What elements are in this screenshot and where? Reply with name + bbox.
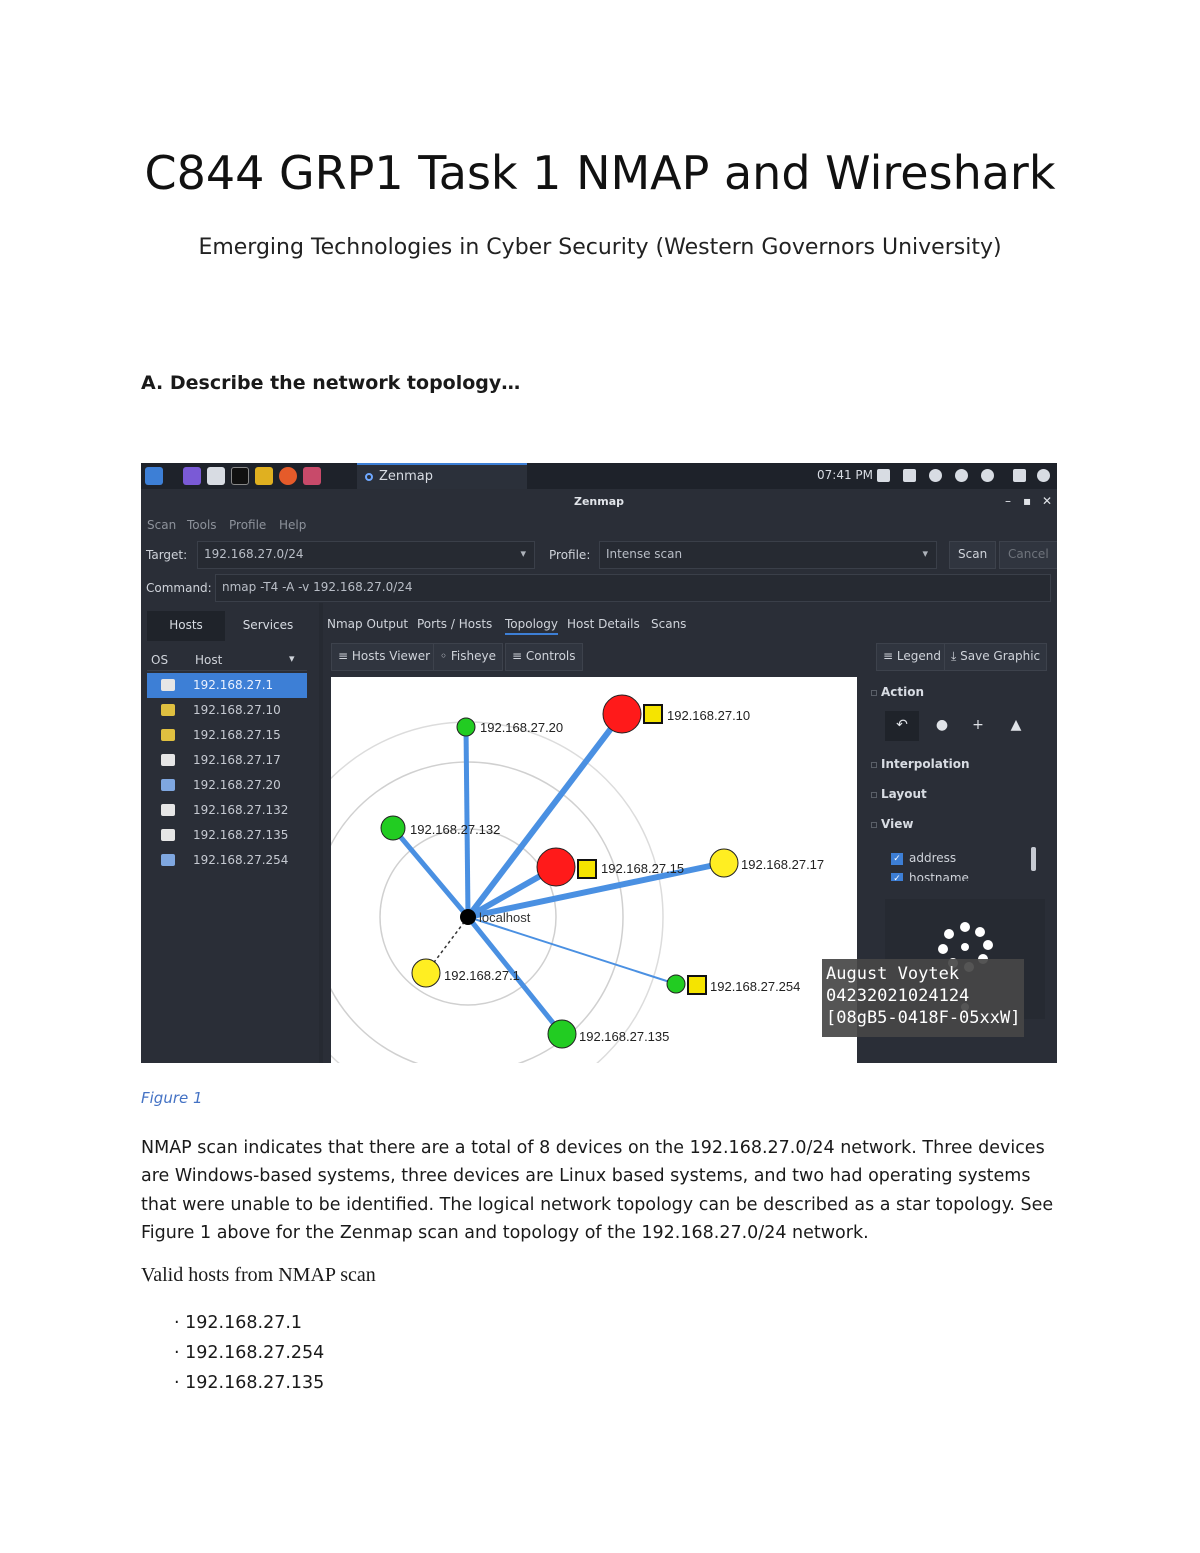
host-ip: 192.168.27.20 [193,778,281,792]
host-row[interactable] [147,723,307,748]
command-value: nmap -T4 -A -v 192.168.27.0/24 [222,580,413,594]
view-address-label: address [909,851,957,865]
topology-toolbar [327,643,1052,673]
host-node[interactable] [537,848,575,886]
watermark-timestamp: 04232021024124 [826,986,970,1006]
host-node-label: 192.168.27.132 [410,822,501,837]
section-view-label: View [881,817,914,831]
host-row[interactable] [147,673,307,698]
valid-hosts-list [174,1310,324,1400]
save-graphic-label: Save Graphic [960,649,1041,663]
list-item: · 192.168.27.254 [174,1340,324,1370]
command-label: Command: [146,581,212,595]
menu-profile[interactable]: Profile [229,518,267,532]
valid-hosts-heading: Valid hosts from NMAP scan [141,1264,376,1286]
body-paragraph: NMAP scan indicates that there are a total of 8 devices on the 192.168.27.0/24 network. Three devices are Windows-based systems, three devices are Linux based systems, and two had operating systems that were unable to be identified. The logical network topology can be described as a star topology. See Figure 1 above for the Zenmap scan and topology of the 192.168.27.0/24 network. [141,1138,1054,1243]
host-row[interactable] [147,798,307,823]
host-node[interactable] [457,718,475,736]
window-title: Zenmap [573,495,625,508]
taskbar-task-label: Zenmap [379,469,434,484]
start-menu-icon[interactable] [145,467,163,485]
action-buttons [885,711,1045,741]
host-ip: 192.168.27.1 [193,678,274,692]
info-icon[interactable]: ● [935,717,949,733]
document-title: C844 GRP1 Task 1 NMAP and Wireshark [144,146,1056,200]
change-focus-icon[interactable]: ↶ [885,711,919,741]
host-list-header [147,649,307,671]
tab-scans[interactable]: Scans [651,617,687,631]
editor-icon[interactable] [255,467,273,485]
legend-label: Legend [896,649,941,663]
command-field[interactable] [215,574,1051,602]
hosts-services-tabs [147,611,311,641]
host-node-label: 192.168.27.1 [444,968,520,983]
section-heading: A. Describe the network topology… [141,372,521,394]
zenmap-launcher-icon[interactable] [303,467,321,485]
fill-icon[interactable]: ▲ [1010,717,1022,733]
file-manager-icon[interactable] [207,467,225,485]
checkmark-icon: ✓ [891,873,903,882]
battery-icon[interactable] [903,469,916,482]
linux-os-icon [161,754,175,766]
host-row[interactable] [147,698,307,723]
host-row[interactable] [147,823,307,848]
watermark-name: August Voytek [826,964,960,984]
section-layout[interactable] [871,787,927,801]
tab-hosts[interactable]: Hosts [147,611,225,641]
localhost-node[interactable] [460,909,476,925]
host-node[interactable] [710,849,738,877]
network-icon[interactable] [877,469,890,482]
taskbar-zenmap-task[interactable] [357,463,527,489]
firefox-icon[interactable] [279,467,297,485]
cancel-button[interactable]: Cancel [999,541,1057,569]
tab-nmap-output[interactable]: Nmap Output [327,617,409,631]
result-tabs [327,613,867,639]
view-hostname-checkbox[interactable] [891,871,969,881]
checkmark-icon: ✓ [891,853,903,865]
tab-ports-hosts[interactable]: Ports / Hosts [417,617,493,631]
topology-canvas[interactable] [331,677,857,1063]
taskbar-clock: 07:41 PM [817,468,873,482]
profile-label: Profile: [549,548,591,562]
list-item: · 192.168.27.1 [174,1310,324,1340]
chevron-down-icon[interactable]: ▾ [922,547,928,560]
host-node-label: 192.168.27.10 [667,708,751,723]
section-interpolation-label: Interpolation [881,757,970,771]
target-row [141,541,1057,571]
controls-label: Controls [525,649,576,663]
section-action-label: Action [881,685,925,699]
topology-edge [393,828,468,917]
host-ip: 192.168.27.135 [193,828,289,842]
pane-splitter[interactable] [319,603,323,1063]
section-view[interactable] [871,817,913,831]
close-button[interactable]: ✕ [1042,494,1053,508]
host-node[interactable] [381,816,405,840]
host-node-label: 192.168.27.254 [710,979,801,994]
tab-services[interactable]: Services [242,618,294,632]
host-node[interactable] [548,1020,576,1048]
legend-button[interactable]: ≡ Legend [876,643,948,671]
controls-button[interactable]: ≡ Controls [505,643,583,671]
section-interpolation[interactable] [871,757,969,771]
view-hostname-label: hostname [909,871,969,881]
unknown-os-icon [161,729,175,741]
profile-field[interactable] [599,541,937,569]
document-subtitle: Emerging Technologies in Cyber Security (Western Governors University) [198,235,1002,260]
localhost-label: localhost [479,910,531,925]
tab-topology[interactable]: Topology [505,617,558,635]
topology-ring-outer [331,722,663,1063]
firewall-lock-icon [578,860,596,878]
watermark-code: [08gB5-0418F-05xxW] [826,1008,1021,1028]
host-ip: 192.168.27.15 [193,728,281,742]
topology-graph[interactable] [331,677,857,1063]
host-node[interactable] [412,959,440,987]
scan-button[interactable]: Scan [949,541,996,569]
controls-scrollbar[interactable] [1031,847,1036,871]
windows-os-icon [161,854,175,866]
column-host[interactable]: Host [195,653,223,667]
unknown-os-icon [161,704,175,716]
host-list [147,673,307,873]
volume-icon[interactable] [929,469,942,482]
menu-scan[interactable]: Scan [147,518,177,532]
host-node[interactable] [667,975,685,993]
fisheye-label: Fisheye [450,649,496,663]
watermark-stamp [822,959,1024,1037]
tab-host-details[interactable]: Host Details [567,617,640,631]
column-os[interactable]: OS [151,653,169,667]
group-icon[interactable]: + [972,717,984,733]
target-value: 192.168.27.0/24 [204,547,304,561]
host-node-label: 192.168.27.135 [579,1029,670,1044]
host-node-label: 192.168.27.15 [601,861,685,876]
desktop-taskbar [141,463,1057,489]
section-action[interactable] [871,685,924,699]
window-titlebar [141,489,1057,515]
target-label: Target: [146,548,188,562]
chevron-down-icon[interactable]: ▾ [520,547,526,560]
host-node-label: 192.168.27.17 [741,857,825,872]
linux-os-icon [161,804,175,816]
linux-os-icon [161,829,175,841]
zenmap-task-icon [365,473,373,481]
zenmap-screenshot [141,463,1057,1063]
host-ip: 192.168.27.17 [193,753,281,767]
menu-tools[interactable]: Tools [187,518,217,532]
host-ip: 192.168.27.132 [193,803,289,817]
hosts-viewer-button[interactable]: ≡ Hosts Viewer [331,643,437,671]
host-row[interactable] [147,748,307,773]
command-row [141,574,1057,604]
firewall-lock-icon [688,976,706,994]
section-layout-label: Layout [881,787,927,801]
save-graphic-button[interactable]: ⤓ Save Graphic [944,643,1047,671]
power-icon[interactable] [1037,469,1050,482]
host-ip: 192.168.27.254 [193,853,289,867]
chevron-down-icon[interactable]: ▾ [289,652,295,665]
maximize-button[interactable]: ▪ [1023,494,1032,508]
settings-icon[interactable] [981,469,994,482]
figure-caption: Figure 1 [141,1089,203,1107]
list-item: · 192.168.27.135 [174,1370,324,1400]
view-address-checkbox[interactable] [891,851,956,865]
host-ip: 192.168.27.10 [193,703,281,717]
menu-bar [141,515,1057,537]
fisheye-button[interactable]: ◦ Fisheye [433,643,503,671]
host-row[interactable] [147,848,307,873]
terminal-icon[interactable] [231,467,249,485]
host-node[interactable] [603,695,641,733]
windows-os-icon [161,779,175,791]
hosts-viewer-label: Hosts Viewer [351,649,431,663]
app-launcher-icon[interactable] [183,467,201,485]
notification-bell-icon[interactable] [955,469,968,482]
firewall-lock-icon [644,705,662,723]
menu-help[interactable]: Help [279,518,307,532]
linux-os-icon [161,679,175,691]
minimize-button[interactable]: – [1005,494,1011,508]
host-node-label: 192.168.27.20 [480,720,564,735]
target-field[interactable] [197,541,535,569]
lock-icon[interactable] [1013,469,1026,482]
profile-value: Intense scan [606,547,683,561]
host-row[interactable] [147,773,307,798]
